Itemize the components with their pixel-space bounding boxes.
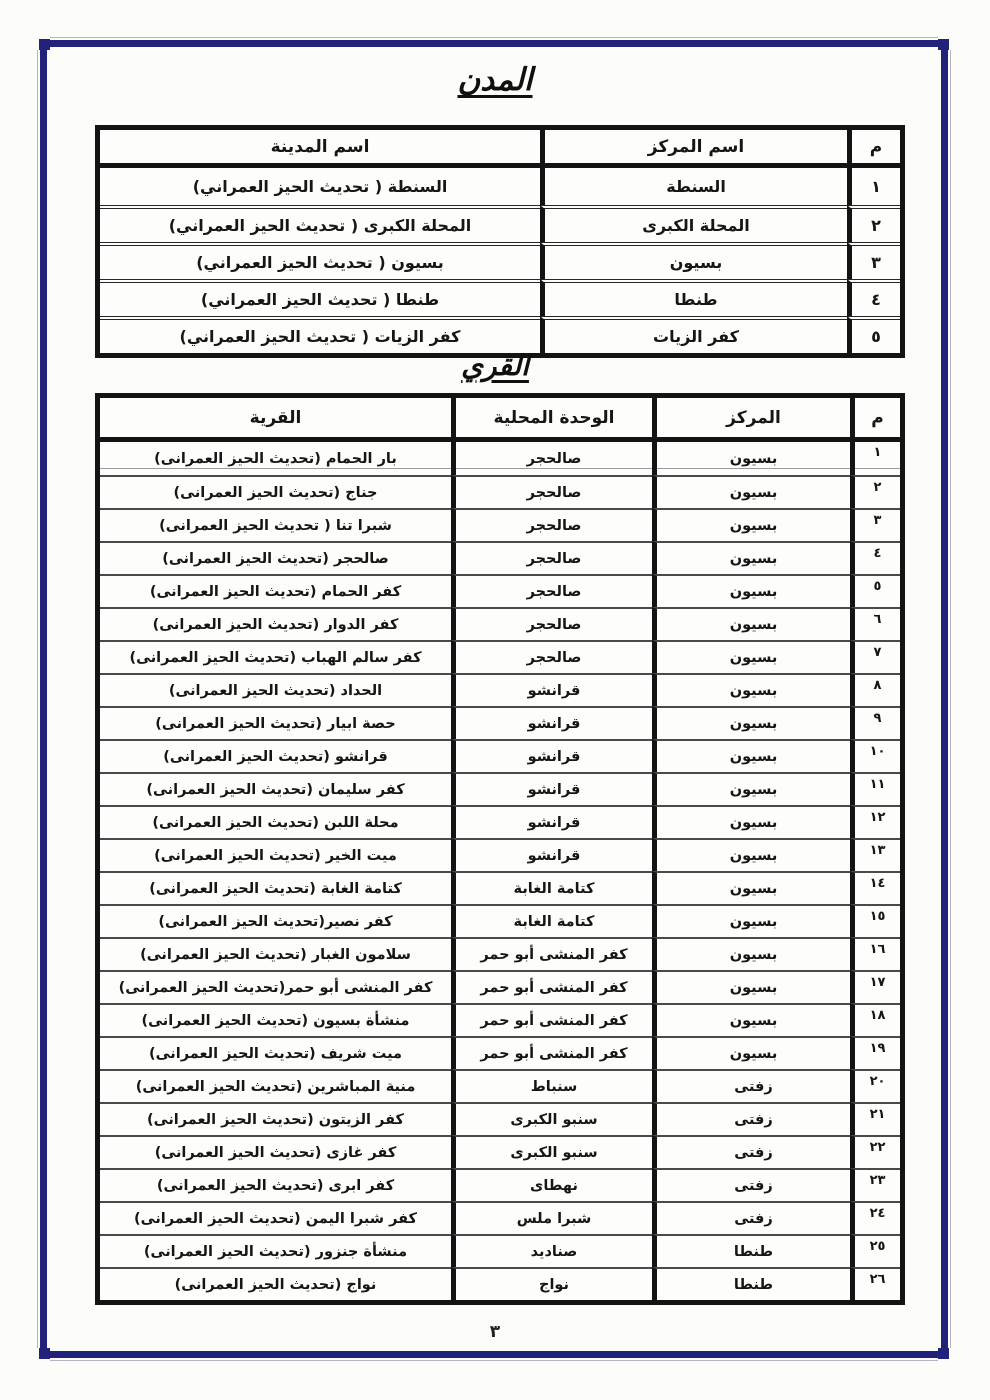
center-cell: بسيون <box>652 1036 850 1069</box>
table-row <box>100 1102 900 1135</box>
frame-corner-ornament <box>37 37 50 50</box>
center-cell: بسيون <box>652 871 850 904</box>
serial-cell: ٢ <box>850 475 900 508</box>
unit-cell: كتامة الغابة <box>451 904 652 937</box>
table-row <box>100 1267 900 1300</box>
unit-cell: صالحجر <box>451 442 652 475</box>
serial-cell: ١١ <box>850 772 900 805</box>
center-cell: طنطا <box>652 1267 850 1300</box>
center-cell: السنطة <box>540 168 847 205</box>
village-cell: منشأة بسيون (تحديث الحيز العمرانى) <box>100 1003 451 1036</box>
villages-section-title: القري <box>461 349 529 382</box>
unit-cell: صالحجر <box>451 640 652 673</box>
villages-table <box>95 393 905 1305</box>
table-row <box>100 640 900 673</box>
serial-cell: ٣ <box>850 508 900 541</box>
table-row <box>100 706 900 739</box>
villages-table-header <box>100 398 900 442</box>
table-row <box>100 1036 900 1069</box>
center-cell: بسيون <box>652 937 850 970</box>
city-cell: السنطة ( تحديث الحيز العمراني) <box>192 177 448 196</box>
serial-cell: ٥ <box>850 574 900 607</box>
serial-cell: ٤ <box>850 541 900 574</box>
serial-cell: ٢٣ <box>850 1168 900 1201</box>
center-cell: طنطا <box>540 279 847 316</box>
table-row <box>100 805 900 838</box>
center-cell: بسيون <box>652 541 850 574</box>
serial-cell: ٨ <box>850 673 900 706</box>
center-cell: زفتى <box>652 1135 850 1168</box>
serial-cell: ٩ <box>850 706 900 739</box>
unit-cell: صناديد <box>451 1234 652 1267</box>
serial-cell: ١٣ <box>850 838 900 871</box>
serial-column-header: م <box>847 130 900 168</box>
unit-cell: قرانشو <box>451 739 652 772</box>
center-cell: كفر الزيات <box>540 316 847 353</box>
serial-cell: ١٨ <box>850 1003 900 1036</box>
village-cell: شبرا تنا ( تحديث الحيز العمرانى) <box>100 508 451 541</box>
table-row <box>100 904 900 937</box>
table-row <box>100 673 900 706</box>
villages-table-body <box>100 442 900 1300</box>
serial-cell: ١٤ <box>850 871 900 904</box>
center-cell: بسيون <box>652 772 850 805</box>
village-cell: كفر سالم الهباب (تحديث الحيز العمرانى) <box>100 640 451 673</box>
center-cell: بسيون <box>652 673 850 706</box>
unit-cell: صالحجر <box>451 541 652 574</box>
village-cell: ميت الخير (تحديث الحيز العمرانى) <box>100 838 451 871</box>
unit-cell: نهطاى <box>451 1168 652 1201</box>
table-row <box>100 541 900 574</box>
village-cell: ميت شريف (تحديث الحيز العمرانى) <box>100 1036 451 1069</box>
serial-cell: ٢٢ <box>850 1135 900 1168</box>
cities-section-title: المدن <box>457 62 533 98</box>
village-cell: كتامة الغابة (تحديث الحيز العمرانى) <box>100 871 451 904</box>
unit-cell: سنبو الكبرى <box>451 1135 652 1168</box>
center-cell: زفتى <box>652 1168 850 1201</box>
table-row <box>100 607 900 640</box>
village-cell: كفر غازى (تحديث الحيز العمرانى) <box>100 1135 451 1168</box>
unit-cell: كفر المنشى أبو حمر <box>451 1036 652 1069</box>
table-row <box>100 970 900 1003</box>
village-cell: منشأة جنزور (تحديث الحيز العمرانى) <box>100 1234 451 1267</box>
serial-cell: ٢٦ <box>850 1267 900 1300</box>
city-name-column-header: اسم المدينة <box>100 130 540 168</box>
village-cell: بار الحمام (تحديث الحيز العمرانى) <box>100 442 451 475</box>
center-cell: بسيون <box>652 739 850 772</box>
center-cell: المحلة الكبرى <box>540 205 847 242</box>
unit-cell: صالحجر <box>451 574 652 607</box>
center-column-header: المركز <box>652 398 850 442</box>
unit-cell: قرانشو <box>451 673 652 706</box>
frame-corner-ornament <box>37 1348 50 1361</box>
serial-column-header: م <box>850 398 900 442</box>
table-row <box>100 168 900 205</box>
serial-cell: ٤ <box>847 279 900 316</box>
unit-cell: كفر المنشى أبو حمر <box>451 970 652 1003</box>
serial-cell: ١٩ <box>850 1036 900 1069</box>
village-cell: نواج (تحديث الحيز العمرانى) <box>100 1267 451 1300</box>
frame-corner-ornament <box>938 1348 951 1361</box>
city-cell: بسيون ( تحديث الحيز العمراني) <box>100 242 540 279</box>
unit-cell: نواج <box>451 1267 652 1300</box>
serial-cell: ١٠ <box>850 739 900 772</box>
center-cell: بسيون <box>652 805 850 838</box>
serial-cell: ١٦ <box>850 937 900 970</box>
village-cell: كفر ابرى (تحديث الحيز العمرانى) <box>100 1168 451 1201</box>
cities-table-body <box>100 168 900 353</box>
table-row <box>100 442 900 475</box>
serial-cell: ١ <box>850 442 900 475</box>
serial-cell: ١٢ <box>850 805 900 838</box>
center-cell: بسيون <box>652 970 850 1003</box>
center-cell: بسيون <box>652 508 850 541</box>
table-row <box>100 1168 900 1201</box>
village-cell: كفر الحمام (تحديث الحيز العمرانى) <box>100 574 451 607</box>
village-cell: حصة ابيار (تحديث الحيز العمرانى) <box>100 706 451 739</box>
village-cell: محلة اللبن (تحديث الحيز العمرانى) <box>100 805 451 838</box>
serial-cell: ٣ <box>847 242 900 279</box>
table-row <box>100 242 900 279</box>
unit-cell: صالحجر <box>451 475 652 508</box>
village-column-header: القرية <box>100 398 451 442</box>
table-row <box>100 838 900 871</box>
village-cell: كفر الدوار (تحديث الحيز العمرانى) <box>100 607 451 640</box>
local-unit-column-header: الوحدة المحلية <box>451 398 652 442</box>
village-cell: كفر الزيتون (تحديث الحيز العمرانى) <box>100 1102 451 1135</box>
city-cell: طنطا ( تحديث الحيز العمراني) <box>100 279 540 316</box>
serial-cell: ٢٥ <box>850 1234 900 1267</box>
unit-cell: كتامة الغابة <box>451 871 652 904</box>
unit-cell: قرانشو <box>451 706 652 739</box>
table-row <box>100 1069 900 1102</box>
village-cell: منية المباشرين (تحديث الحيز العمرانى) <box>100 1069 451 1102</box>
unit-cell: سنباط <box>451 1069 652 1102</box>
table-row <box>100 871 900 904</box>
serial-cell: ٢٤ <box>850 1201 900 1234</box>
unit-cell: سنبو الكبرى <box>451 1102 652 1135</box>
table-row <box>100 574 900 607</box>
unit-cell: شبرا ملس <box>451 1201 652 1234</box>
table-row <box>100 508 900 541</box>
center-cell: بسيون <box>540 242 847 279</box>
center-cell: بسيون <box>652 640 850 673</box>
serial-cell: ٦ <box>850 607 900 640</box>
center-name-column-header: اسم المركز <box>540 130 847 168</box>
serial-cell: ٢٠ <box>850 1069 900 1102</box>
serial-cell: ٢ <box>847 205 900 242</box>
unit-cell: قرانشو <box>451 805 652 838</box>
table-row <box>100 1234 900 1267</box>
serial-cell: ١ <box>847 168 900 205</box>
center-cell: بسيون <box>652 607 850 640</box>
village-cell: الحداد (تحديث الحيز العمرانى) <box>100 673 451 706</box>
table-row <box>100 205 900 242</box>
unit-cell: كفر المنشى أبو حمر <box>451 937 652 970</box>
village-cell: كفر شبرا اليمن (تحديث الحيز العمرانى) <box>100 1201 451 1234</box>
unit-cell: قرانشو <box>451 838 652 871</box>
header-row <box>100 130 900 168</box>
serial-cell: ٥ <box>847 316 900 353</box>
serial-cell: ٧ <box>850 640 900 673</box>
unit-cell: صالحجر <box>451 508 652 541</box>
center-cell: بسيون <box>652 1003 850 1036</box>
unit-cell: قرانشو <box>451 772 652 805</box>
header-row <box>100 398 900 442</box>
table-row <box>100 316 900 353</box>
cities-table <box>95 125 905 358</box>
frame-corner-ornament <box>938 37 951 50</box>
table-row <box>100 1135 900 1168</box>
serial-cell: ١٧ <box>850 970 900 1003</box>
village-cell: كفر سليمان (تحديث الحيز العمرانى) <box>100 772 451 805</box>
center-cell: زفتى <box>652 1069 850 1102</box>
center-cell: زفتى <box>652 1102 850 1135</box>
serial-cell: ١٥ <box>850 904 900 937</box>
center-cell: بسيون <box>652 904 850 937</box>
village-cell: قرانشو (تحديث الحيز العمرانى) <box>100 739 451 772</box>
center-cell: بسيون <box>652 706 850 739</box>
table-row <box>100 1201 900 1234</box>
page-number: ٣ <box>489 1322 501 1342</box>
city-cell: كفر الزيات ( تحديث الحيز العمراني) <box>100 316 540 353</box>
center-cell: زفتى <box>652 1201 850 1234</box>
village-cell: صالحجر (تحديث الحيز العمرانى) <box>100 541 451 574</box>
cities-table-header <box>100 130 900 168</box>
serial-cell: ٢١ <box>850 1102 900 1135</box>
table-row <box>100 1003 900 1036</box>
village-cell: كفر المنشى أبو حمر(تحديث الحيز العمرانى) <box>100 970 451 1003</box>
table-row <box>100 279 900 316</box>
center-cell: طنطا <box>652 1234 850 1267</box>
village-cell: جناج (تحديث الحيز العمرانى) <box>100 475 451 508</box>
village-cell: سلامون الغبار (تحديث الحيز العمرانى) <box>100 937 451 970</box>
center-cell: بسيون <box>652 838 850 871</box>
center-cell: بسيون <box>652 574 850 607</box>
table-row <box>100 772 900 805</box>
unit-cell: كفر المنشى أبو حمر <box>451 1003 652 1036</box>
table-row <box>100 739 900 772</box>
village-cell: كفر نصير(تحديث الحيز العمرانى) <box>100 904 451 937</box>
table-row <box>100 475 900 508</box>
unit-cell: صالحجر <box>451 607 652 640</box>
city-cell: المحلة الكبرى ( تحديث الحيز العمراني) <box>100 205 540 242</box>
table-row <box>100 937 900 970</box>
center-cell: بسيون <box>652 442 850 475</box>
center-cell: بسيون <box>652 475 850 508</box>
